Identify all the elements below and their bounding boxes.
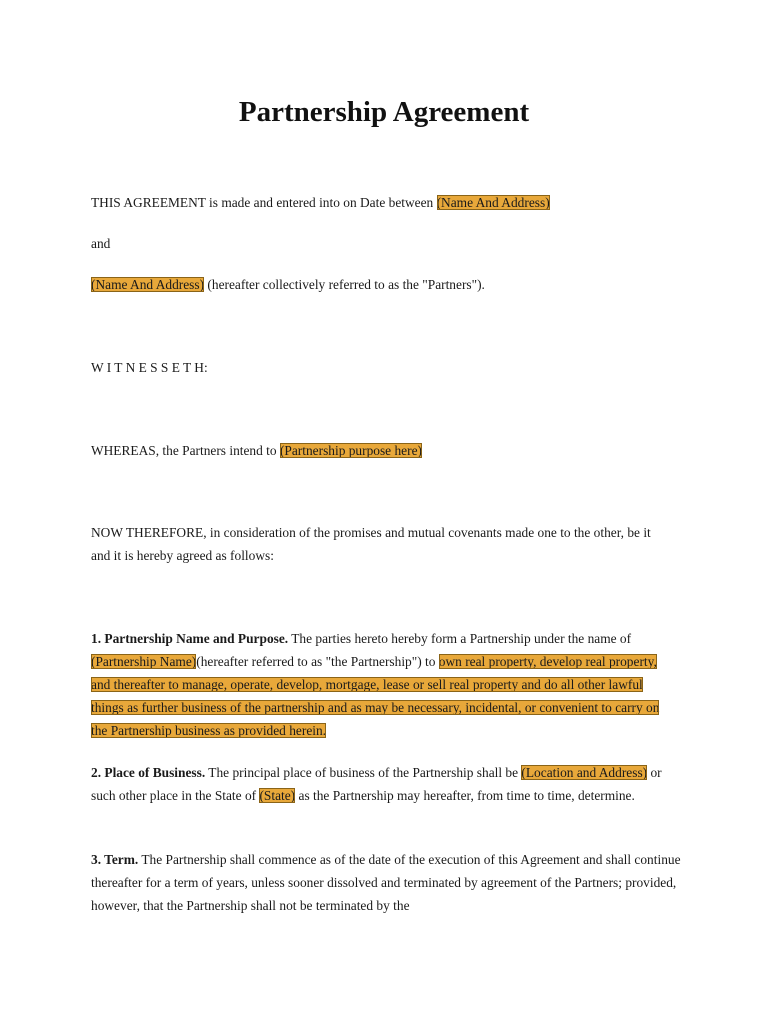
section1-text2: (hereafter referred to as "the Partnership") to xyxy=(196,654,439,669)
placeholder-party2: (Name And Address) xyxy=(91,277,205,292)
section3-text1: The Partnership shall commence as of the date of the execution of this Agreement and shall continue thereafter for a term of years, unless sooner dissolved and terminated by agreement of the Partners; provided, however, that the Partnership shall not be terminated by the xyxy=(91,852,681,913)
section2-paragraph xyxy=(91,761,676,807)
section1-text1: The parties hereto hereby form a Partnership under the name of xyxy=(288,631,632,646)
section2-text2: or such other place in the State of xyxy=(91,765,662,803)
document-title: Partnership Agreement xyxy=(238,96,530,128)
placeholder-state: (State) xyxy=(259,788,296,803)
placeholder-location: (Location and Address) xyxy=(521,765,648,780)
witnesseth-heading: W I T N E S S E T H: xyxy=(91,360,208,375)
section2-text1: The principal place of business of the Partnership shall be xyxy=(205,765,522,780)
now-therefore-paragraph: NOW THEREFORE, in consideration of the promises and mutual covenants made one to the other, be it and it is hereby agreed as follows: xyxy=(91,525,651,563)
whereas-text: WHEREAS, the Partners intend to xyxy=(91,443,280,458)
highlighted-purpose: own real property, develop real property, and thereafter to manage, operate, develop, mortgage, lease or sell real property and do all other lawful things as further business of the partnership and as may be necessary, incidental, or convenient to carry on the Partnership business as provided herein. xyxy=(91,654,660,738)
party2-paragraph xyxy=(91,273,691,296)
section3-heading: 3. Term. xyxy=(91,852,139,867)
section2-text3: as the Partnership may hereafter, from time to time, determine. xyxy=(295,788,635,803)
intro-paragraph xyxy=(91,191,691,214)
party2-text: (hereafter collectively referred to as the "Partners"). xyxy=(204,277,485,292)
placeholder-partnership-name: (Partnership Name) xyxy=(91,654,197,669)
placeholder-party1: (Name And Address) xyxy=(436,195,550,210)
placeholder-purpose: (Partnership purpose here) xyxy=(279,443,422,458)
section1-paragraph xyxy=(91,627,666,742)
section2-heading: 2. Place of Business. xyxy=(91,765,206,780)
intro-text: THIS AGREEMENT is made and entered into on Date between xyxy=(91,195,437,210)
and-line: and xyxy=(91,236,111,251)
section1-heading: 1. Partnership Name and Purpose. xyxy=(91,631,289,646)
section3-paragraph xyxy=(91,848,681,917)
whereas-paragraph xyxy=(91,439,691,462)
